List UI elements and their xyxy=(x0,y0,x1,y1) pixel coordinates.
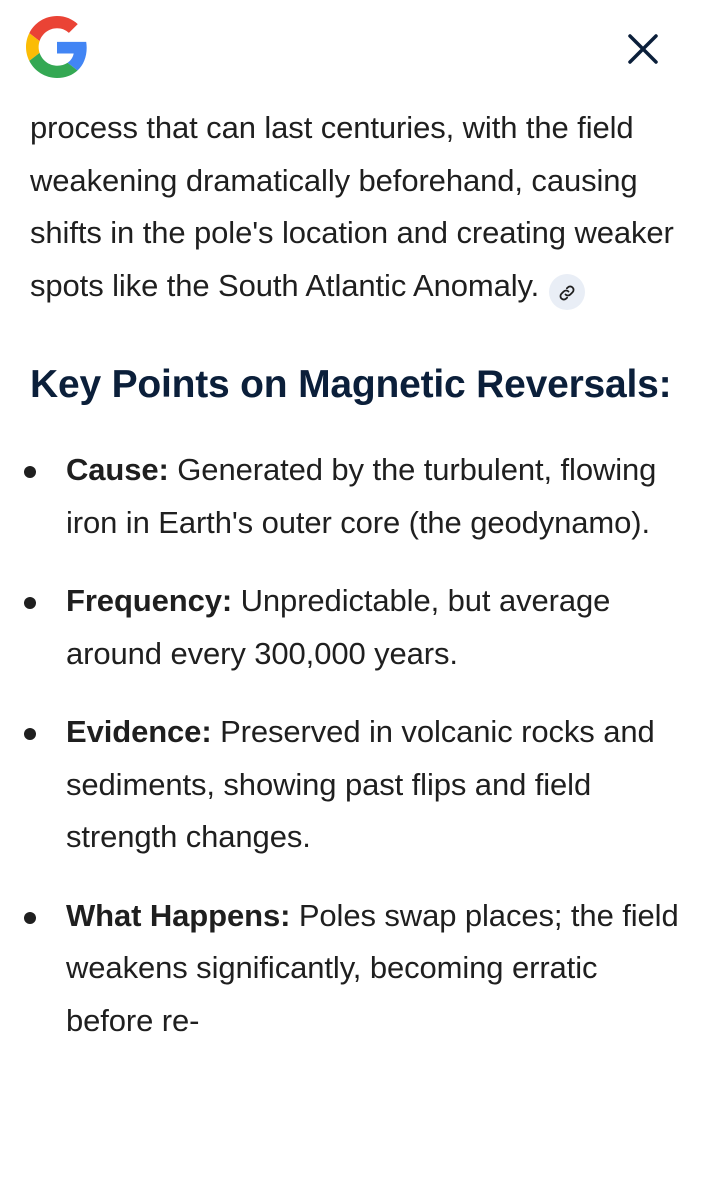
intro-text: process that can last centuries, with the field weakening dramatically beforehand, causing shifts in the pole's location and creating weaker spots like the South Atlantic Anomaly. xyxy=(30,110,674,303)
answer-content xyxy=(30,102,690,1073)
bullet-text: Preserved in volcanic rocks and sediments, showing past flips and field strength changes. xyxy=(66,714,655,854)
bullet-term: What Happens: xyxy=(66,897,291,933)
bullet-dot xyxy=(24,912,36,924)
list-item xyxy=(30,575,690,680)
intro-paragraph xyxy=(30,102,690,312)
bullet-dot xyxy=(24,728,36,740)
bullet-dot xyxy=(24,597,36,609)
bullet-term: Evidence: xyxy=(66,714,212,749)
bullet-dot xyxy=(24,466,36,478)
list-item xyxy=(30,890,690,1048)
link-icon xyxy=(558,266,576,319)
google-g-icon xyxy=(26,16,88,78)
source-link-button[interactable] xyxy=(549,274,585,310)
top-bar xyxy=(0,0,712,100)
bullet-text: Unpredictable, but average around every 300,000 years. xyxy=(66,583,611,671)
close-icon xyxy=(626,32,660,71)
bullet-text: Generated by the turbulent, flowing iron in Earth's outer core (the geodynamo). xyxy=(66,452,657,540)
bullet-term: Frequency: xyxy=(66,583,233,618)
close-button[interactable] xyxy=(612,20,674,82)
section-heading: Key Points on Magnetic Reversals: xyxy=(30,363,672,406)
bullet-term: Cause: xyxy=(66,452,169,487)
bullet-text: Poles swap places; the field weakens significantly, becoming erratic before re- xyxy=(66,897,679,1038)
key-points-list xyxy=(30,444,690,1047)
list-item xyxy=(30,706,690,864)
list-item xyxy=(30,444,690,549)
